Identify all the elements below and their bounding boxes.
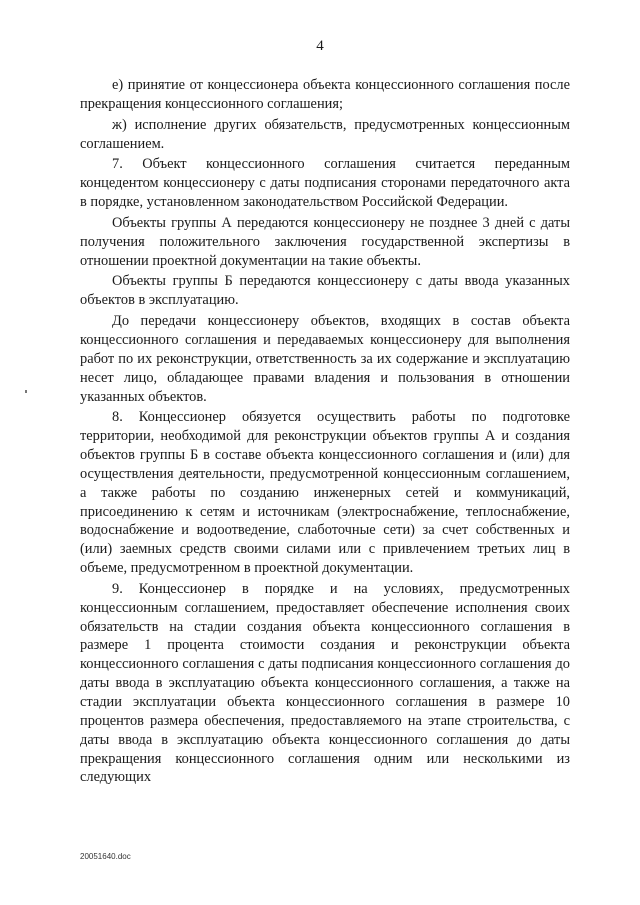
paragraph-group-b: Объекты группы Б передаются концессионеру с даты ввода указанных объектов в эксплуатацию. (80, 273, 570, 309)
paragraph-9: 9. Концессионер в порядке и на условиях, предусмотренных концессионным соглашением, предоставляет обеспечение исполнения своих обязательств на стадии создания объекта концессионного соглашения в размере 1 процента стоимости создания и реконструкции объекта концессионного соглашения с даты подписания концессионного соглашения до даты ввода в эксплуатацию объекта концессионного соглашения, а также на стадии эксплуатации объекта концессионного соглашения в размере 10 процентов размера обеспечения, предоставляемого на этапе строительства, с даты ввода в эксплуатацию объекта концессионного соглашения до даты прекращения концессионного соглашения одним или несколькими из следующих (80, 580, 570, 786)
paragraph-8: 8. Концессионер обязуется осуществить работы по подготовке территории, необходимой для реконструкции объектов группы А и создания объектов группы Б в составе объекта концессионного соглашения и (или) для осуществления деятельности, предусмотренной концессионным соглашением, а также работы по созданию инженерных сетей и коммуникаций, присоединению к сетям и источникам (электроснабжение, теплоснабжение, водоснабжение и водоотведение, слаботочные сети) за счет собственных и (или) заемных средств своими силами или с привлечением третьих лиц в объеме, предусмотренном в проектной документации. (80, 409, 570, 577)
paragraph-7: 7. Объект концессионного соглашения считается переданным концедентом концессионеру с даты подписания сторонами передаточного акта в порядке, установленном законодательством Российской Федерации. (80, 156, 570, 211)
paragraph-group-a: Объекты группы А передаются концессионеру не позднее 3 дней с даты получения положительного заключения государственной экспертизы в отношении проектной документации на такие объекты. (80, 214, 570, 269)
document-body (80, 76, 570, 789)
paragraph-zh: ж) исполнение других обязательств, предусмотренных концессионным соглашением. (80, 116, 570, 152)
footer-filename: 20051640.doc (80, 852, 131, 861)
margin-mark (25, 390, 27, 393)
paragraph-before-transfer: До передачи концессионеру объектов, входящих в состав объекта концессионного соглашения и передаваемых концессионеру для выполнения работ по их реконструкции, ответственность за их содержание и эксплуатацию несет лицо, обладающее правами владения и пользования в отношении указанных объектов. (80, 313, 570, 405)
page-number: 4 (316, 38, 324, 54)
paragraph-e: е) принятие от концессионера объекта концессионного соглашения после прекращения концессионного соглашения; (80, 77, 570, 112)
